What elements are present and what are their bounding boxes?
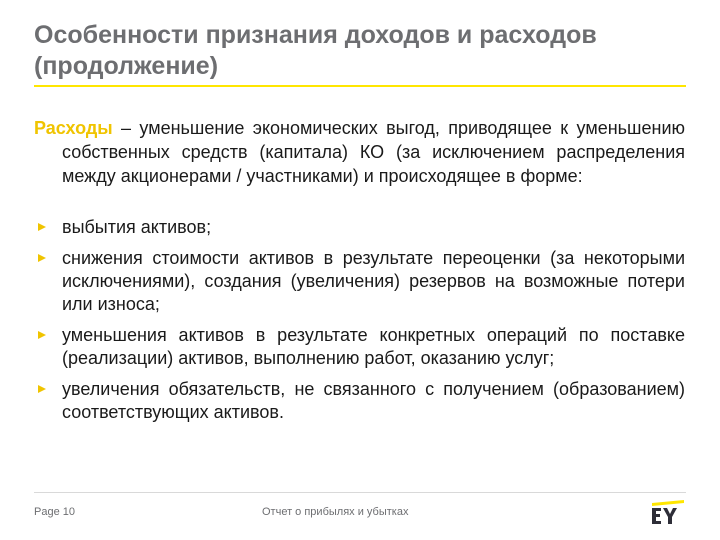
page-number: Page 10	[34, 506, 75, 518]
bullet-item	[34, 324, 685, 370]
bullet-text: снижения стоимости активов в результате переоценки (за некоторыми исключениями), создания (увеличения) резервов на возможные потери или износа;	[62, 248, 685, 314]
intro-paragraph	[34, 116, 685, 188]
footer-divider	[34, 492, 686, 493]
bullet-text: выбытия активов;	[62, 217, 212, 237]
bullet-item	[34, 216, 685, 239]
bullet-arrow-icon	[38, 385, 46, 393]
bullet-item	[34, 378, 685, 424]
bullet-text: увеличения обязательств, не связанного с получением (образованием) соответствующих активов.	[62, 379, 685, 422]
bullet-arrow-icon	[38, 223, 46, 231]
footer-caption: Отчет о прибылях и убытках	[262, 506, 409, 518]
bullet-list	[34, 216, 685, 432]
bullet-text: уменьшения активов в результате конкретных операций по поставке (реализации) активов, выполнению работ, оказанию услуг;	[62, 325, 685, 368]
bullet-arrow-icon	[38, 254, 46, 262]
bullet-item	[34, 247, 685, 316]
bullet-arrow-icon	[38, 331, 46, 339]
ey-logo-icon	[648, 500, 686, 526]
title-underline	[34, 85, 686, 87]
intro-text: – уменьшение экономических выгод, приводящее к уменьшению собственных средств (капитала) КО (за исключением распределения между акционерами / участниками) и происходящее в форме:	[62, 118, 685, 186]
intro-term: Расходы	[34, 118, 113, 138]
slide-title: Особенности признания доходов и расходов (продолжение)	[34, 21, 597, 80]
